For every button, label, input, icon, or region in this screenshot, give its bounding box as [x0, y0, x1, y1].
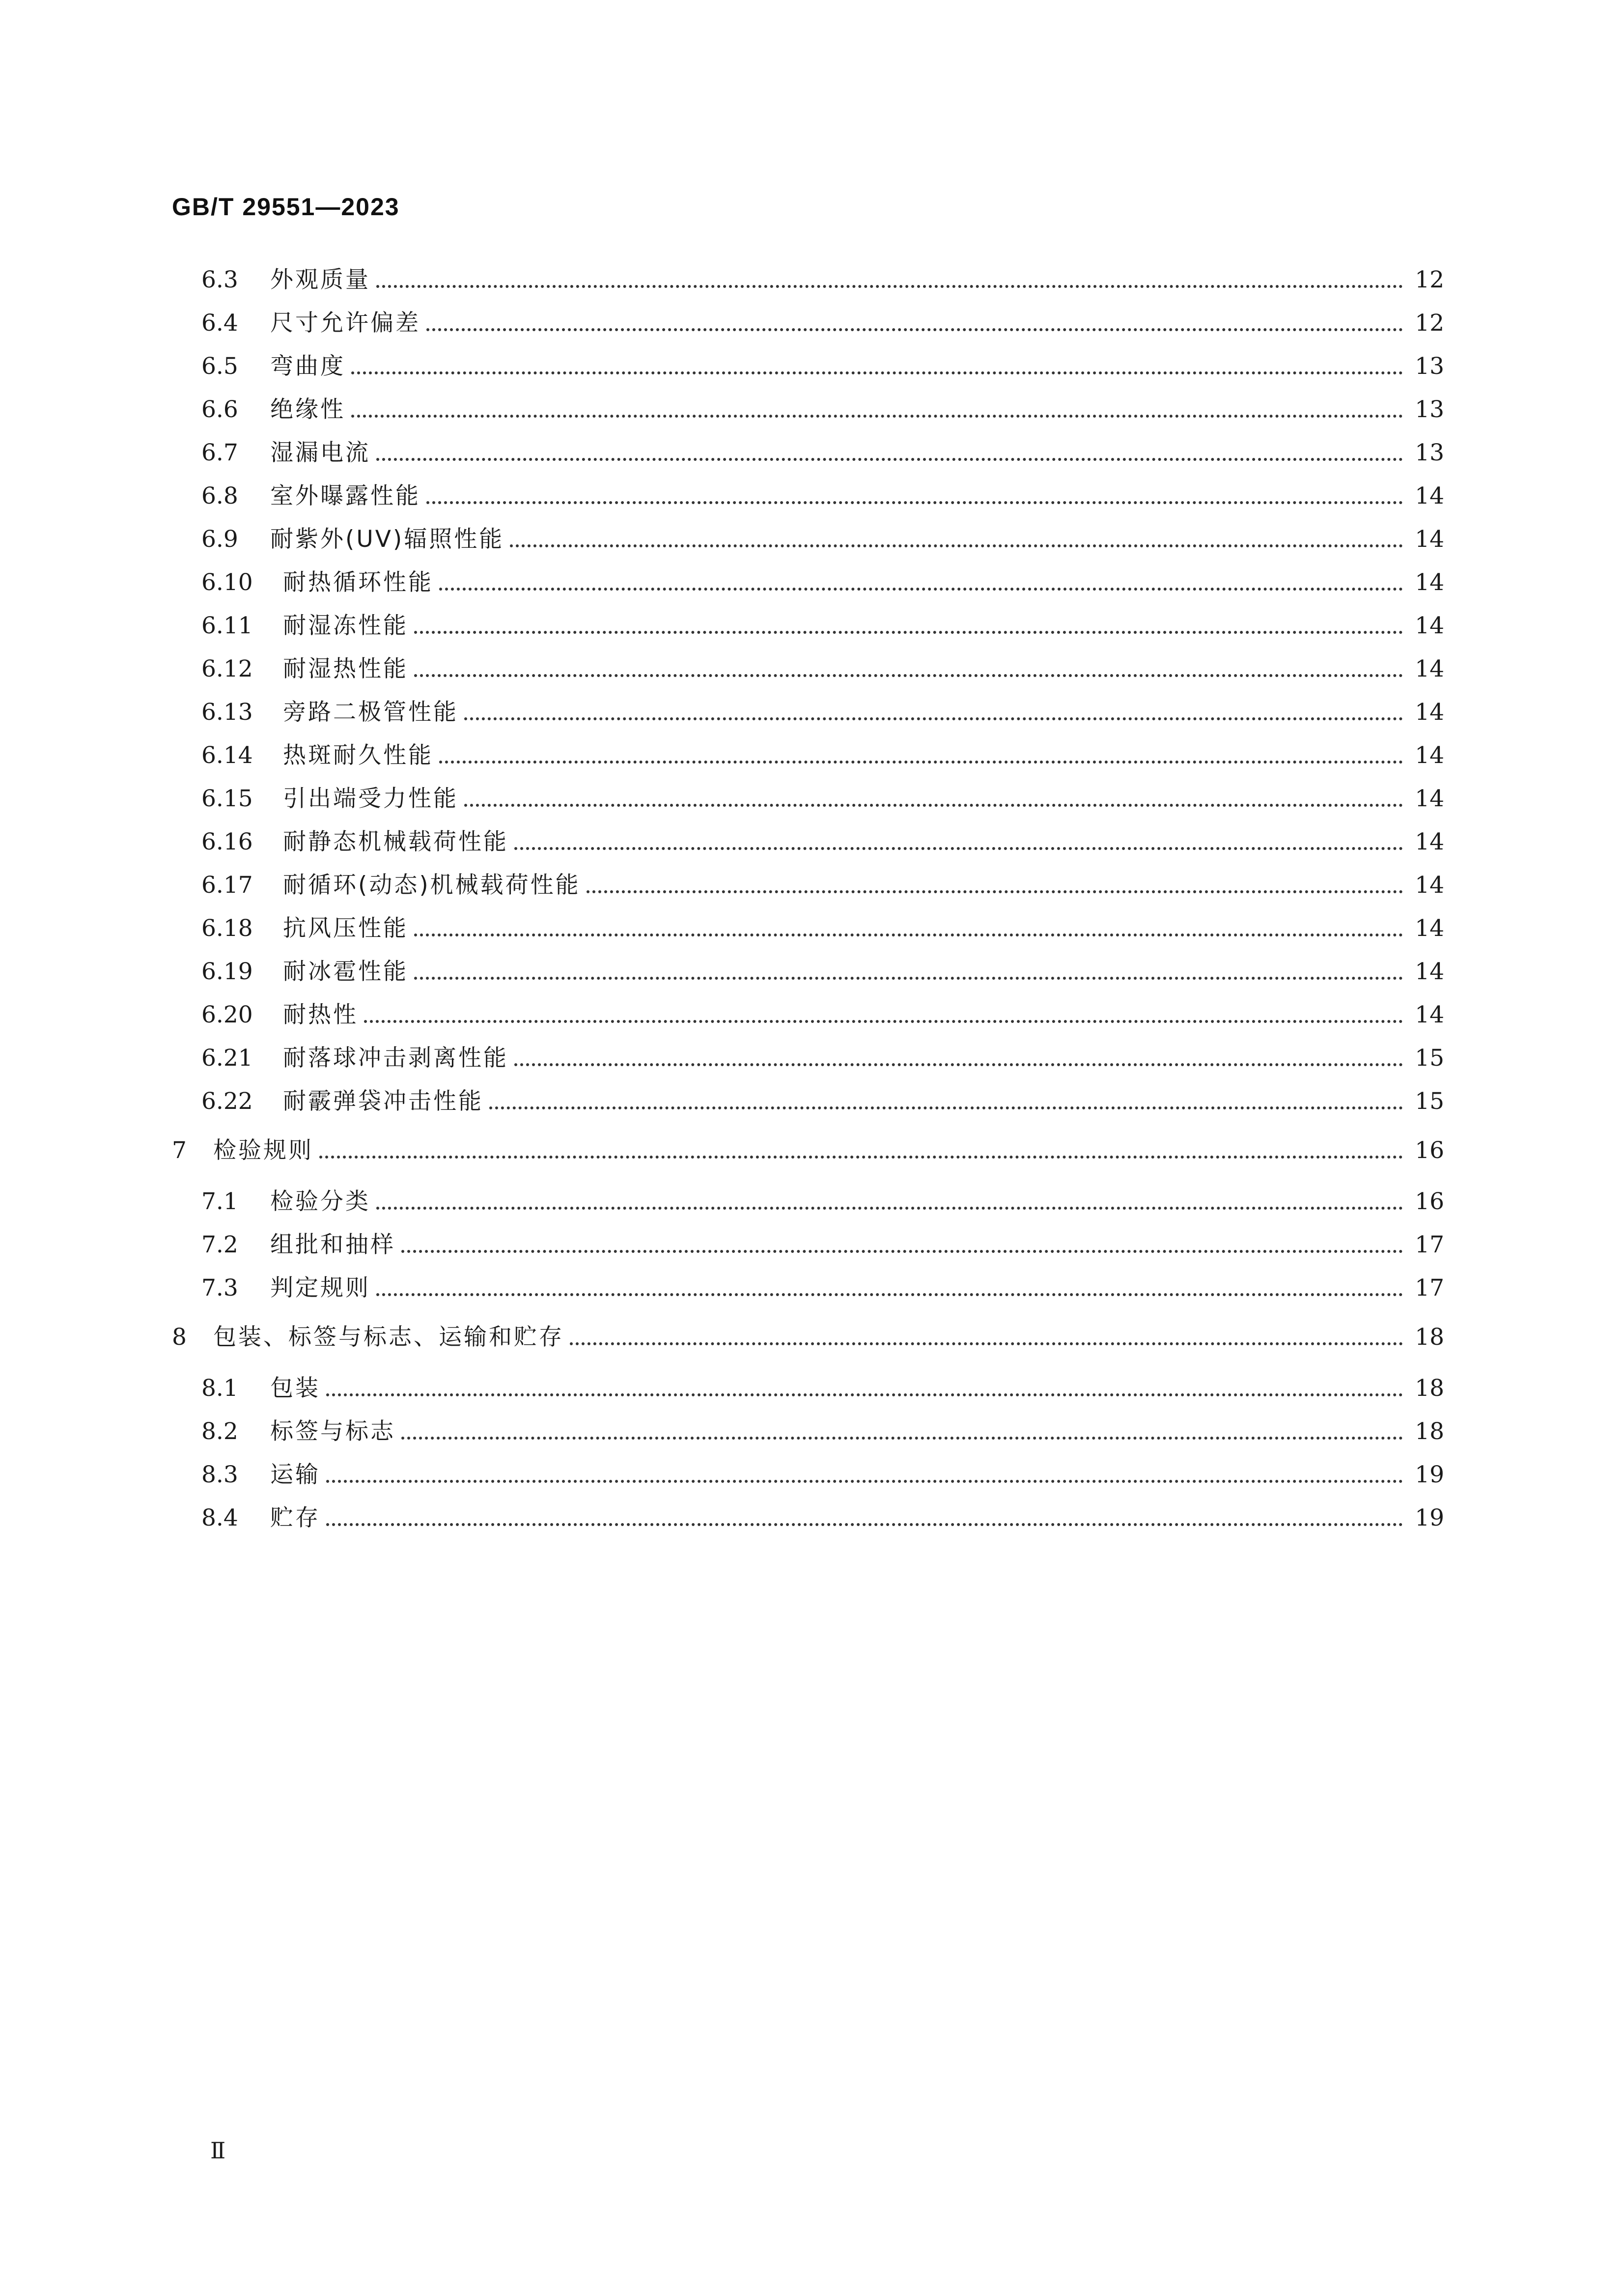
- toc-dot-leader: [489, 1087, 1410, 1116]
- toc-entry[interactable]: [172, 1044, 1444, 1073]
- toc-dot-leader: [414, 914, 1410, 943]
- toc-entry[interactable]: [172, 1503, 1444, 1533]
- toc-entry-page: 14: [1415, 612, 1444, 639]
- toc-entry-number: 6.20: [201, 1001, 253, 1028]
- toc-entry-title: 耐湿冻性能: [283, 612, 408, 639]
- toc-entry-number: 6.21: [201, 1045, 253, 1072]
- toc-dot-leader: [514, 827, 1410, 857]
- toc-chapter-entry[interactable]: [172, 1136, 1444, 1165]
- toc-entry-number: 8.3: [201, 1461, 238, 1488]
- toc-entry-title: 耐落球冲击剥离性能: [283, 1045, 508, 1072]
- toc-dot-leader: [426, 309, 1410, 338]
- toc-entry-page: 14: [1415, 699, 1444, 726]
- toc-entry-title: 耐冰雹性能: [283, 958, 408, 985]
- toc-entry-number: 6.15: [201, 785, 253, 812]
- toc-dot-leader: [364, 1000, 1410, 1030]
- toc-entry[interactable]: [172, 611, 1444, 641]
- toc-entry-title: 热斑耐久性能: [283, 742, 433, 769]
- toc-entry[interactable]: [172, 957, 1444, 987]
- toc-entry-number: 6.12: [201, 655, 253, 682]
- toc-entry[interactable]: [172, 1374, 1444, 1403]
- toc-entry[interactable]: [172, 741, 1444, 770]
- toc-entry[interactable]: [172, 914, 1444, 943]
- toc-entry-page: 15: [1415, 1045, 1444, 1072]
- toc-entry-page: 14: [1415, 785, 1444, 812]
- toc-entry-page: 12: [1415, 266, 1444, 293]
- toc-entry-page: 19: [1415, 1461, 1444, 1488]
- toc-dot-leader: [401, 1230, 1410, 1260]
- toc-entry-page: 16: [1415, 1188, 1444, 1215]
- toc-entry-page: 13: [1415, 353, 1444, 380]
- toc-entry-page: 14: [1415, 915, 1444, 942]
- toc-entry-title: 耐紫外(UV)辐照性能: [270, 526, 504, 553]
- toc-entry-title: 耐循环(动态)机械载荷性能: [283, 872, 581, 899]
- toc-entry-number: 6.17: [201, 872, 253, 899]
- toc-dot-leader: [510, 525, 1410, 554]
- toc-dot-leader: [587, 871, 1410, 900]
- toc-entry[interactable]: [172, 525, 1444, 554]
- toc-entry-page: 15: [1415, 1088, 1444, 1115]
- toc-dot-leader: [414, 654, 1410, 684]
- toc-dot-leader: [464, 784, 1410, 814]
- toc-entry[interactable]: [172, 395, 1444, 425]
- toc-entry-title: 组批和抽样: [270, 1231, 395, 1258]
- page-folio: Ⅱ: [210, 2137, 226, 2164]
- toc-entry-title: 耐霰弹袋冲击性能: [283, 1088, 483, 1115]
- toc-dot-leader: [326, 1374, 1410, 1403]
- toc-entry-page: 14: [1415, 526, 1444, 553]
- toc-entry-page: 17: [1415, 1231, 1444, 1258]
- toc-entry-page: 14: [1415, 958, 1444, 985]
- toc-entry-title: 尺寸允许偏差: [270, 310, 420, 337]
- toc-entry-number: 6.14: [201, 742, 253, 769]
- toc-entry-number: 8.4: [201, 1504, 238, 1531]
- toc-chapter-entry[interactable]: [172, 1323, 1444, 1352]
- toc-dot-leader: [514, 1044, 1410, 1073]
- standard-number: GB/T 29551—2023: [172, 193, 400, 221]
- toc-entry[interactable]: [172, 1274, 1444, 1303]
- toc-dot-leader: [319, 1136, 1410, 1165]
- toc-dot-leader: [414, 611, 1410, 641]
- toc-entry[interactable]: [172, 265, 1444, 295]
- toc-entry-number: 8.1: [201, 1375, 238, 1402]
- toc-entry-title: 耐湿热性能: [283, 655, 408, 682]
- toc-entry-title: 耐热循环性能: [283, 569, 433, 596]
- toc-dot-leader: [376, 265, 1410, 295]
- toc-entry-number: 8.2: [201, 1418, 238, 1445]
- toc-entry[interactable]: [172, 309, 1444, 338]
- toc-entry-number: 6.13: [201, 699, 253, 726]
- toc-entry-number: 6.6: [201, 396, 238, 423]
- toc-entry-page: 14: [1415, 828, 1444, 855]
- toc-entry-number: 6.3: [201, 266, 238, 293]
- toc-dot-leader: [351, 395, 1410, 425]
- toc-entry-page: 14: [1415, 1001, 1444, 1028]
- toc-dot-leader: [401, 1417, 1410, 1446]
- toc-entry-page: 14: [1415, 655, 1444, 682]
- toc-dot-leader: [414, 957, 1410, 987]
- toc-dot-leader: [426, 481, 1410, 511]
- toc-entry[interactable]: [172, 1230, 1444, 1260]
- toc-entry-page: 14: [1415, 482, 1444, 510]
- toc-entry[interactable]: [172, 1460, 1444, 1490]
- toc-entry[interactable]: [172, 698, 1444, 727]
- toc-entry-page: 18: [1415, 1324, 1444, 1351]
- toc-entry[interactable]: [172, 827, 1444, 857]
- toc-entry-number: 6.8: [201, 482, 238, 510]
- toc-dot-leader: [351, 352, 1410, 381]
- toc-entry[interactable]: [172, 1187, 1444, 1217]
- toc-dot-leader: [439, 741, 1410, 770]
- toc-entry-number: 7: [172, 1137, 187, 1164]
- toc-dot-leader: [464, 698, 1410, 727]
- toc-dot-leader: [326, 1503, 1410, 1533]
- toc-entry-title: 检验分类: [270, 1188, 370, 1215]
- toc-entry-number: 6.19: [201, 958, 253, 985]
- toc-entry-number: 6.9: [201, 526, 238, 553]
- toc-entry-page: 14: [1415, 742, 1444, 769]
- toc-entry-title: 绝缘性: [270, 396, 345, 423]
- toc-entry[interactable]: [172, 1000, 1444, 1030]
- toc-entry[interactable]: [172, 784, 1444, 814]
- toc-entry-page: 19: [1415, 1504, 1444, 1531]
- toc-entry-number: 6.7: [201, 439, 238, 466]
- toc-entry-page: 17: [1415, 1274, 1444, 1302]
- toc-entry-number: 6.16: [201, 828, 253, 855]
- toc-entry-number: 7.2: [201, 1231, 238, 1258]
- toc-entry-title: 旁路二极管性能: [283, 699, 458, 726]
- toc-entry[interactable]: [172, 438, 1444, 468]
- toc-entry-title: 贮存: [270, 1504, 320, 1531]
- toc-entry[interactable]: [172, 1087, 1444, 1116]
- toc-entry-page: 14: [1415, 569, 1444, 596]
- toc-dot-leader: [376, 1274, 1410, 1303]
- toc-entry[interactable]: [172, 481, 1444, 511]
- toc-entry-title: 检验规则: [213, 1137, 313, 1164]
- toc-entry-number: 7.3: [201, 1274, 238, 1302]
- toc-dot-leader: [570, 1323, 1410, 1352]
- toc-entry-title: 标签与标志: [270, 1418, 395, 1445]
- toc-entry-page: 14: [1415, 872, 1444, 899]
- toc-entry-number: 7.1: [201, 1188, 238, 1215]
- toc-entry-title: 外观质量: [270, 266, 370, 293]
- toc-dot-leader: [376, 438, 1410, 468]
- toc-entry-number: 6.5: [201, 353, 238, 380]
- toc-dot-leader: [439, 568, 1410, 597]
- toc-entry[interactable]: [172, 568, 1444, 597]
- toc-entry-title: 弯曲度: [270, 353, 345, 380]
- toc-entry-title: 运输: [270, 1461, 320, 1488]
- toc-entry[interactable]: [172, 1417, 1444, 1446]
- toc-entry-page: 16: [1415, 1137, 1444, 1164]
- toc-entry-title: 室外曝露性能: [270, 482, 420, 510]
- toc-entry-title: 湿漏电流: [270, 439, 370, 466]
- toc-entry-number: 6.10: [201, 569, 253, 596]
- toc-entry-page: 12: [1415, 310, 1444, 337]
- toc-entry-title: 耐静态机械载荷性能: [283, 828, 508, 855]
- toc-entry-title: 引出端受力性能: [283, 785, 458, 812]
- toc-entry[interactable]: [172, 352, 1444, 381]
- toc-dot-leader: [326, 1460, 1410, 1490]
- toc-entry-title: 抗风压性能: [283, 915, 408, 942]
- toc-entry-title: 包装、标签与标志、运输和贮存: [213, 1324, 564, 1351]
- toc-entry-number: 8: [172, 1324, 187, 1351]
- toc-entry[interactable]: [172, 654, 1444, 684]
- toc-entry-number: 6.18: [201, 915, 253, 942]
- toc-entry-number: 6.4: [201, 310, 238, 337]
- toc-entry[interactable]: [172, 871, 1444, 900]
- toc-entry-number: 6.11: [201, 612, 253, 639]
- toc-entry-page: 13: [1415, 396, 1444, 423]
- toc-entry-page: 18: [1415, 1375, 1444, 1402]
- toc-entry-title: 耐热性: [283, 1001, 358, 1028]
- toc-entry-title: 判定规则: [270, 1274, 370, 1302]
- toc-dot-leader: [376, 1187, 1410, 1217]
- toc-entry-page: 13: [1415, 439, 1444, 466]
- toc-entry-page: 18: [1415, 1418, 1444, 1445]
- toc-entry-number: 6.22: [201, 1088, 253, 1115]
- toc-entry-title: 包装: [270, 1375, 320, 1402]
